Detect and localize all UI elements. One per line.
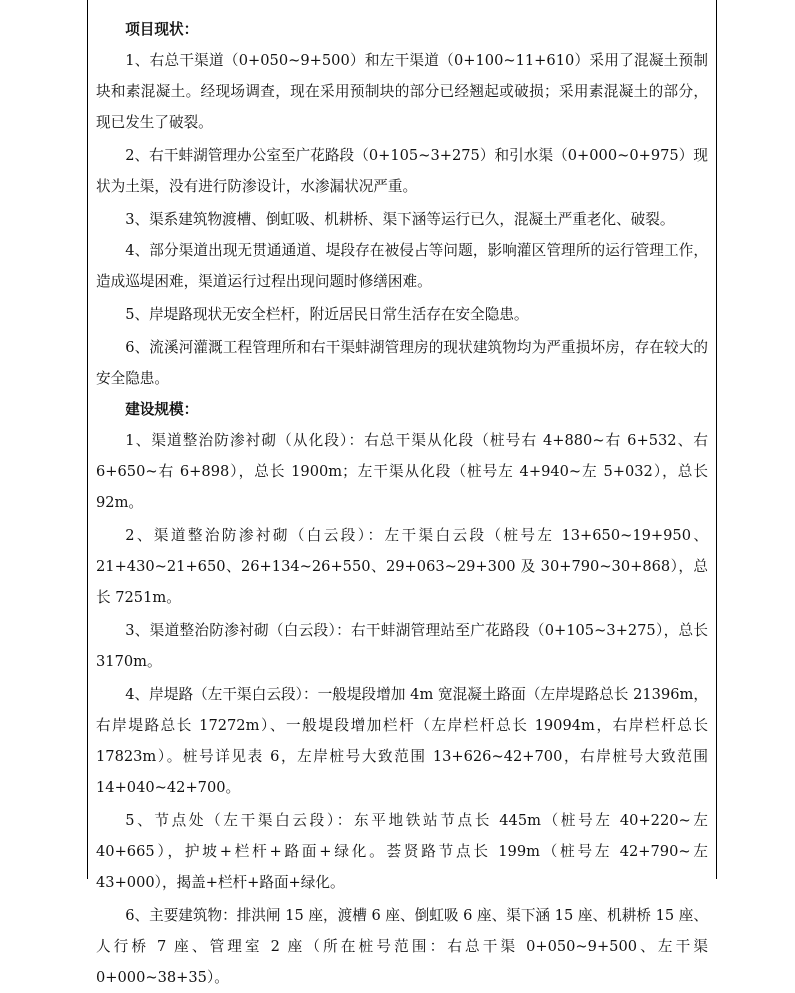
scale-item-3: 3、渠道整治防渗衬砌（白云段）：右干蚌湖管理站至广花路段（0+105~3+275），总长 3170m。	[96, 622, 708, 670]
status-item-4: 4、部分渠道出现无贯通通道、堤段存在被侵占等问题，影响灌区管理所的运行管理工作，造成巡堤困难，渠道运行过程出现问题时修缮困难。	[96, 242, 708, 290]
status-item-6: 6、流溪河灌溉工程管理所和右干渠蚌湖管理房的现状建筑物均为严重损坏房，存在较大的安全隐患。	[96, 339, 708, 387]
status-item-1: 1、右总干渠道（0+050~9+500）和左干渠道（0+100~11+610）采用了混凝土预制块和素混凝土。经现场调查，现在采用预制块的部分已经翘起或破损；采用素混凝土的部分，现已发生了破裂。	[96, 52, 708, 131]
section-heading-status: 项目现状：	[125, 21, 199, 38]
scale-item-6: 6、主要建筑物：排洪闸 15 座，渡槽 6 座、倒虹吸 6 座、渠下涵 15 座、机耕桥 15 座、人行桥 7 座、管理室 2 座（所在桩号范围：右总干渠 0+050~9+500、左干渠 0+000~38+35）。	[96, 907, 708, 986]
status-item-5: 5、岸堤路现状无安全栏杆，附近居民日常生活存在安全隐患。	[125, 306, 529, 323]
scale-item-4: 4、岸堤路（左干渠白云段）：一般堤段增加 4m 宽混凝土路面（左岸堤路总长 21396m，右岸堤路总长 17272m）、一般堤段增加栏杆（左岸栏杆总长 19094m，右岸栏杆总长 17823m）。桩号详见表 6，左岸桩号大致范围 13+626~42+700，右岸桩号大致范围 14+040~42+700。	[96, 686, 708, 796]
status-item-2: 2、右干蚌湖管理办公室至广花路段（0+105~3+275）和引水渠（0+000~0+975）现状为土渠，没有进行防渗设计，水渗漏状况严重。	[96, 147, 708, 195]
section-heading-scale: 建设规模：	[125, 401, 199, 418]
status-item-3: 3、渠系建筑物渡槽、倒虹吸、机耕桥、渠下涵等运行已久，混凝土严重老化、破裂。	[125, 211, 675, 228]
scale-item-5: 5、节点处（左干渠白云段）：东平地铁站节点长 445m（桩号左 40+220~左 40+665），护坡+栏杆+路面+绿化。荟贤路节点长 199m（桩号左 42+790~左 43+000），揭盖+栏杆+路面+绿化。	[96, 812, 708, 891]
document-body	[96, 14, 708, 993]
scale-item-1: 1、渠道整治防渗衬砌（从化段）：右总干渠从化段（桩号右 4+880~右 6+532、右 6+650~右 6+898），总长 1900m；左干渠从化段（桩号左 4+940~左 5+032），总长 92m。	[96, 432, 708, 511]
scale-item-2: 2、渠道整治防渗衬砌（白云段）：左干渠白云段（桩号左 13+650~19+950、21+430~21+650、26+134~26+550、29+063~29+300 及 30+790~30+868），总长 7251m。	[96, 527, 708, 606]
